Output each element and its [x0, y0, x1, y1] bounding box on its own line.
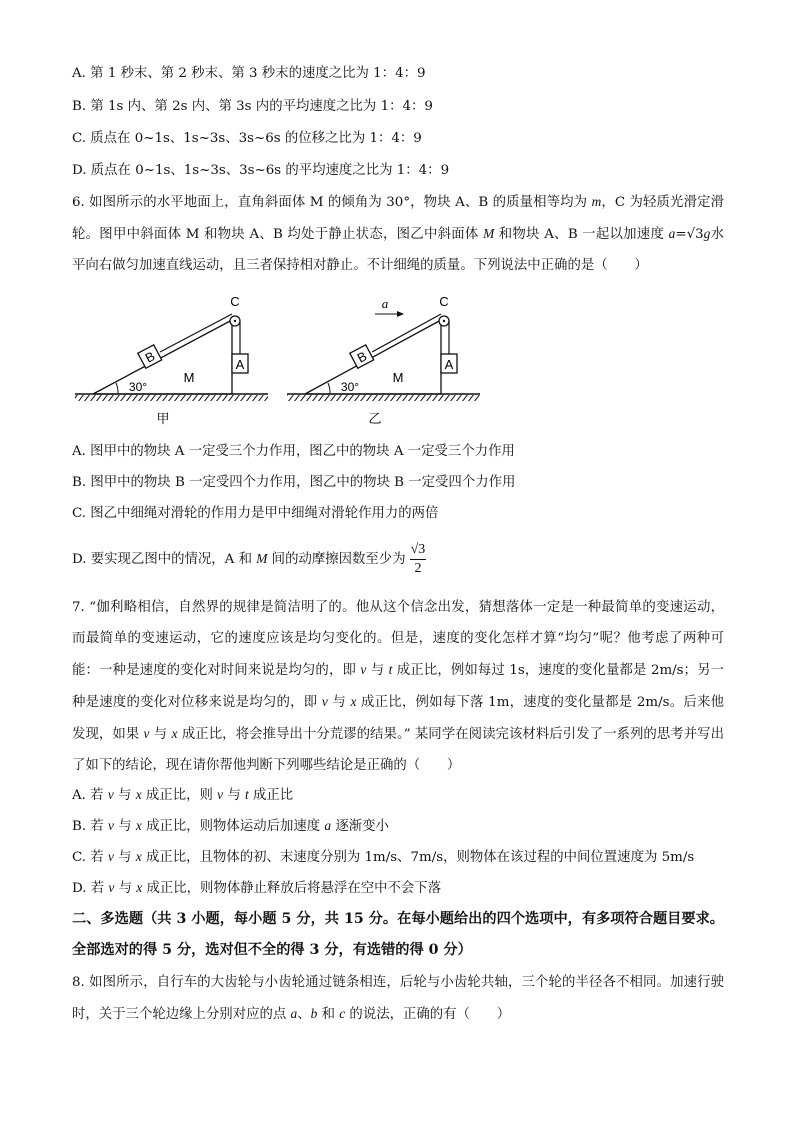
- pulley-c-label: C: [439, 294, 449, 309]
- q6-option-b: B. 图甲中的物块 B 一定受四个力作用，图乙中的物块 B 一定受四个力作用: [72, 475, 516, 490]
- rope-along-incline: [160, 314, 232, 352]
- block-b-label: B: [142, 348, 158, 366]
- q5-option-c: C. 质点在 0~1s、1s~3s、3s~6s 的位移之比为 1：4：9: [72, 131, 422, 146]
- q6-stem: 6. 如图所示的水平地面上，直角斜面体 M 的倾角为 30°，物块 A、B 的质量相等均为 m，C 为轻质光滑定滑轮。图甲中斜面体 M 和物块 A、B 均处于静止状态，图乙中斜面体 M 和物块 A、B 一起以加速度 a=√3g水平向右做匀加速直线运动，且三者保持相对静止。不计细绳的质量。下列说法中正确的是（ ）: [72, 194, 724, 273]
- pulley-c-label: C: [230, 294, 240, 309]
- acceleration-label: a: [381, 296, 389, 311]
- block-a-label: A: [235, 357, 245, 372]
- q8-stem: 8. 如图所示，自行车的大齿轮与小齿轮通过链条相连，后轮与小齿轮共轴，三个轮的半径各不相同。加速行驶时，关于三个轮边缘上分别对应的点 a、b 和 c 的说法，正确的有（ ）: [72, 975, 724, 1022]
- q6-option-d: D. 要实现乙图中的情况，A 和 M 间的动摩擦因数至少为 $\frac{√3}{2}$: [72, 542, 426, 576]
- angle-arc: [328, 383, 330, 394]
- diagram-jia: [75, 294, 268, 426]
- angle-label: 30°: [340, 380, 360, 394]
- q5-option-d: D. 质点在 0~1s、1s~3s、3s~6s 的平均速度之比为 1：4：9: [72, 163, 450, 178]
- arrow-head-icon: [397, 311, 404, 317]
- caption-yi: 乙: [368, 411, 382, 426]
- q6-option-c: C. 图乙中细绳对滑轮的作用力是甲中细绳对滑轮作用力的两倍: [72, 506, 439, 521]
- section-2-heading: 二、多选题（共 3 小题，每小题 5 分，共 15 分。在每小题给出的四个选项中，有多项符合题目要求。全部选对的得 5 分，选对但不全的得 3 分，有选错的得 0 分）: [72, 911, 724, 958]
- q7-option-b: B. 若 v 与 x 成正比，则物体运动后加速度 a 逐渐变小: [72, 818, 389, 834]
- ground-hatching: [287, 395, 480, 401]
- caption-jia: 甲: [156, 411, 170, 426]
- q7-option-c: C. 若 v 与 x 成正比，且物体的初、末速度分别为 1m/s、7m/s，则物体在该过程的中间位置速度为 5m/s: [72, 849, 695, 865]
- q5-option-b: B. 第 1s 内、第 2s 内、第 3s 内的平均速度之比为 1：4：9: [72, 99, 433, 114]
- pulley-axle: [234, 320, 236, 322]
- block-b-label: B: [354, 348, 370, 366]
- q6-option-a: A. 图甲中的物块 A 一定受三个力作用，图乙中的物块 A 一定受三个力作用: [72, 444, 515, 459]
- body-m-label: M: [183, 370, 195, 385]
- block-b: [138, 345, 162, 368]
- block-b: [350, 345, 374, 368]
- sqrt3-symbol: √3: [686, 227, 704, 242]
- diagram-yi: [287, 294, 480, 426]
- block-a-label: A: [444, 357, 454, 372]
- q5-option-a: A. 第 1 秒末、第 2 秒末、第 3 秒末的速度之比为 1：4：9: [72, 66, 426, 81]
- incline-body: [305, 320, 441, 394]
- q7-stem: 7. “伽利略相信，自然界的规律是简洁明了的。他从这个信念出发，猜想落体一定是一种最简单的变速运动，而最简单的变速运动，它的速度应该是均匀变化的。但是，速度的变化怎样才算“均匀”呢？他考虑了两种可能：一种是速度的变化对时间来说是均匀的，即 v 与 t 成正比，例如每过 1s，速度的变化量都是 2m/s；另一种是速度的变化对位移来说是均匀的，即 v 与 x 成正比，例如每下落 1m，速度的变化量都是 2m/s。后来他发现，如果 v 与 x 成正比，将会推导出十分荒谬的结果。” 某同学在阅读完该材料后引发了一系列的思考并写出了如下的结论，现在请你帮他判断下列哪些结论是正确的（ ）: [72, 600, 725, 773]
- ground-hatching: [75, 395, 268, 401]
- q6-figure: [0, 290, 794, 430]
- incline-body: [93, 320, 232, 394]
- pulley-axle: [443, 320, 445, 322]
- q7-option-a: A. 若 v 与 x 成正比，则 v 与 t 成正比: [72, 787, 294, 803]
- angle-label: 30°: [128, 380, 148, 394]
- angle-arc: [116, 383, 118, 394]
- fraction-sqrt3-over-2: $\frac{√3}{2}$: [410, 542, 426, 576]
- rope-along-incline: [372, 314, 441, 352]
- q7-option-d: D. 若 v 与 x 成正比，则物体静止释放后将悬浮在空中不会下落: [72, 880, 442, 896]
- body-m-label: M: [392, 370, 404, 385]
